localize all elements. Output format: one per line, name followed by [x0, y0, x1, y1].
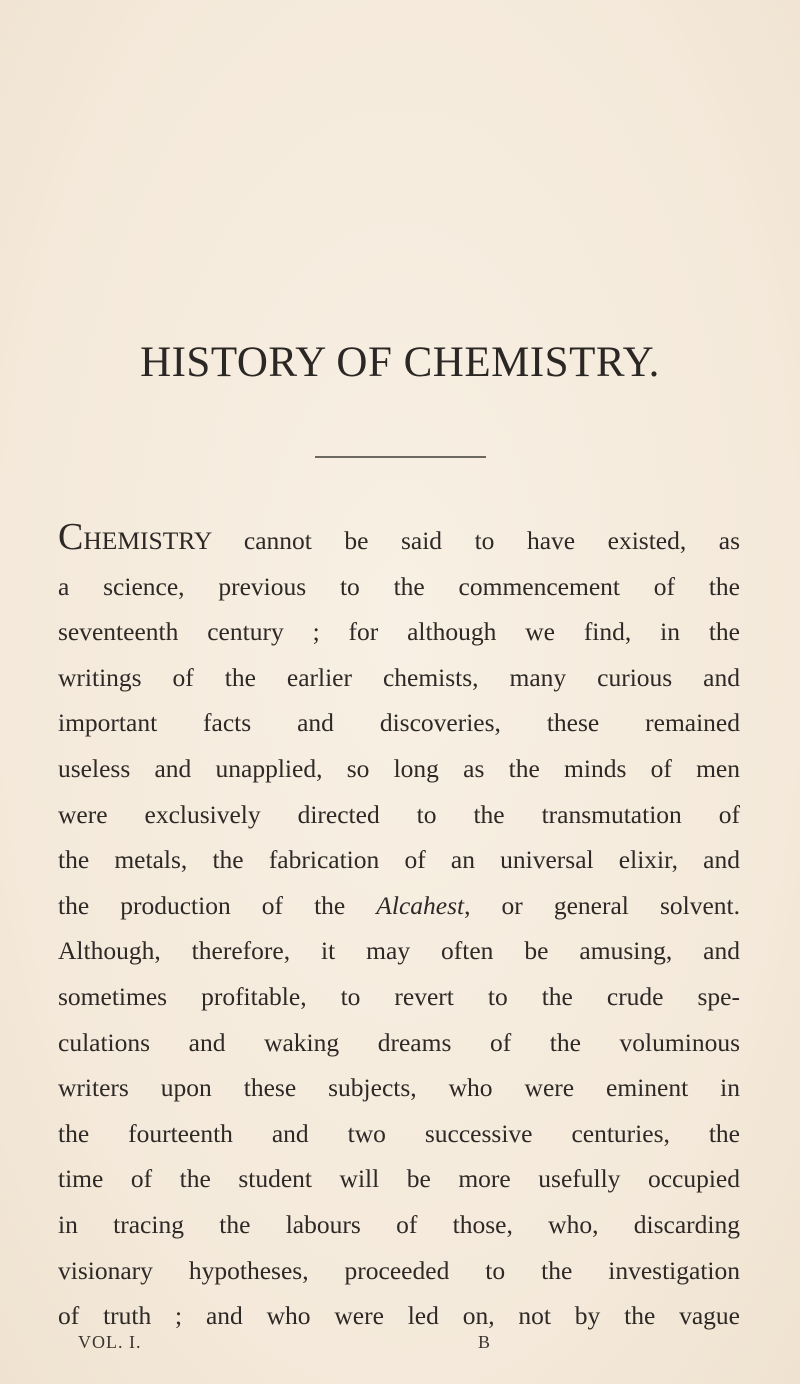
text-line-15: time of the student will be more usefully occupied: [58, 1164, 740, 1194]
text-line-10: Although, therefore, it may often be amusing, and: [58, 936, 740, 966]
volume-label: VOL. I.: [78, 1332, 142, 1352]
text-line-17: visionary hypotheses, proceeded to the investigation: [58, 1255, 740, 1285]
text-line-18: of truth ; and who were led on, not by the vague: [58, 1301, 740, 1331]
signature-mark: B: [478, 1332, 492, 1352]
text-line-1: [58, 518, 740, 564]
text-line-16: in tracing the labours of those, who, discarding: [58, 1209, 740, 1239]
alcahest-line-after: , or general solvent.: [464, 890, 740, 920]
text-line-13: writers upon these subjects, who were eminent in: [58, 1073, 740, 1103]
first-line-rest: cannot be said to have existed, as: [211, 526, 740, 555]
text-line-7: were exclusively directed to the transmutation of: [58, 799, 740, 829]
text-line-11: sometimes profitable, to revert to the crude spe-: [58, 981, 740, 1011]
text-line-5: important facts and discoveries, these remained: [58, 708, 740, 738]
text-line-2: a science, previous to the commencement of the: [58, 571, 740, 601]
text-line-14: the fourteenth and two successive centuries, the: [58, 1118, 740, 1148]
text-line-3: seventeenth century ; for although we find, in the: [58, 617, 740, 647]
drop-capital: C: [58, 516, 84, 558]
alcahest-line-before: the production of the: [58, 890, 377, 920]
page-title: HISTORY OF CHEMISTRY.: [140, 339, 660, 386]
text-line-4: writings of the earlier chemists, many curious and: [58, 662, 740, 692]
body-paragraph: [58, 518, 740, 1339]
text-line-9: [58, 883, 740, 929]
text-line-8: the metals, the fabrication of an universal elixir, and: [58, 845, 740, 875]
first-word-rest: HEMISTRY: [83, 526, 212, 555]
title-rule: [315, 456, 486, 458]
text-line-12: culations and waking dreams of the voluminous: [58, 1027, 740, 1057]
text-line-6: useless and unapplied, so long as the minds of men: [58, 753, 740, 783]
alcahest-term: Alcahest: [376, 890, 465, 920]
